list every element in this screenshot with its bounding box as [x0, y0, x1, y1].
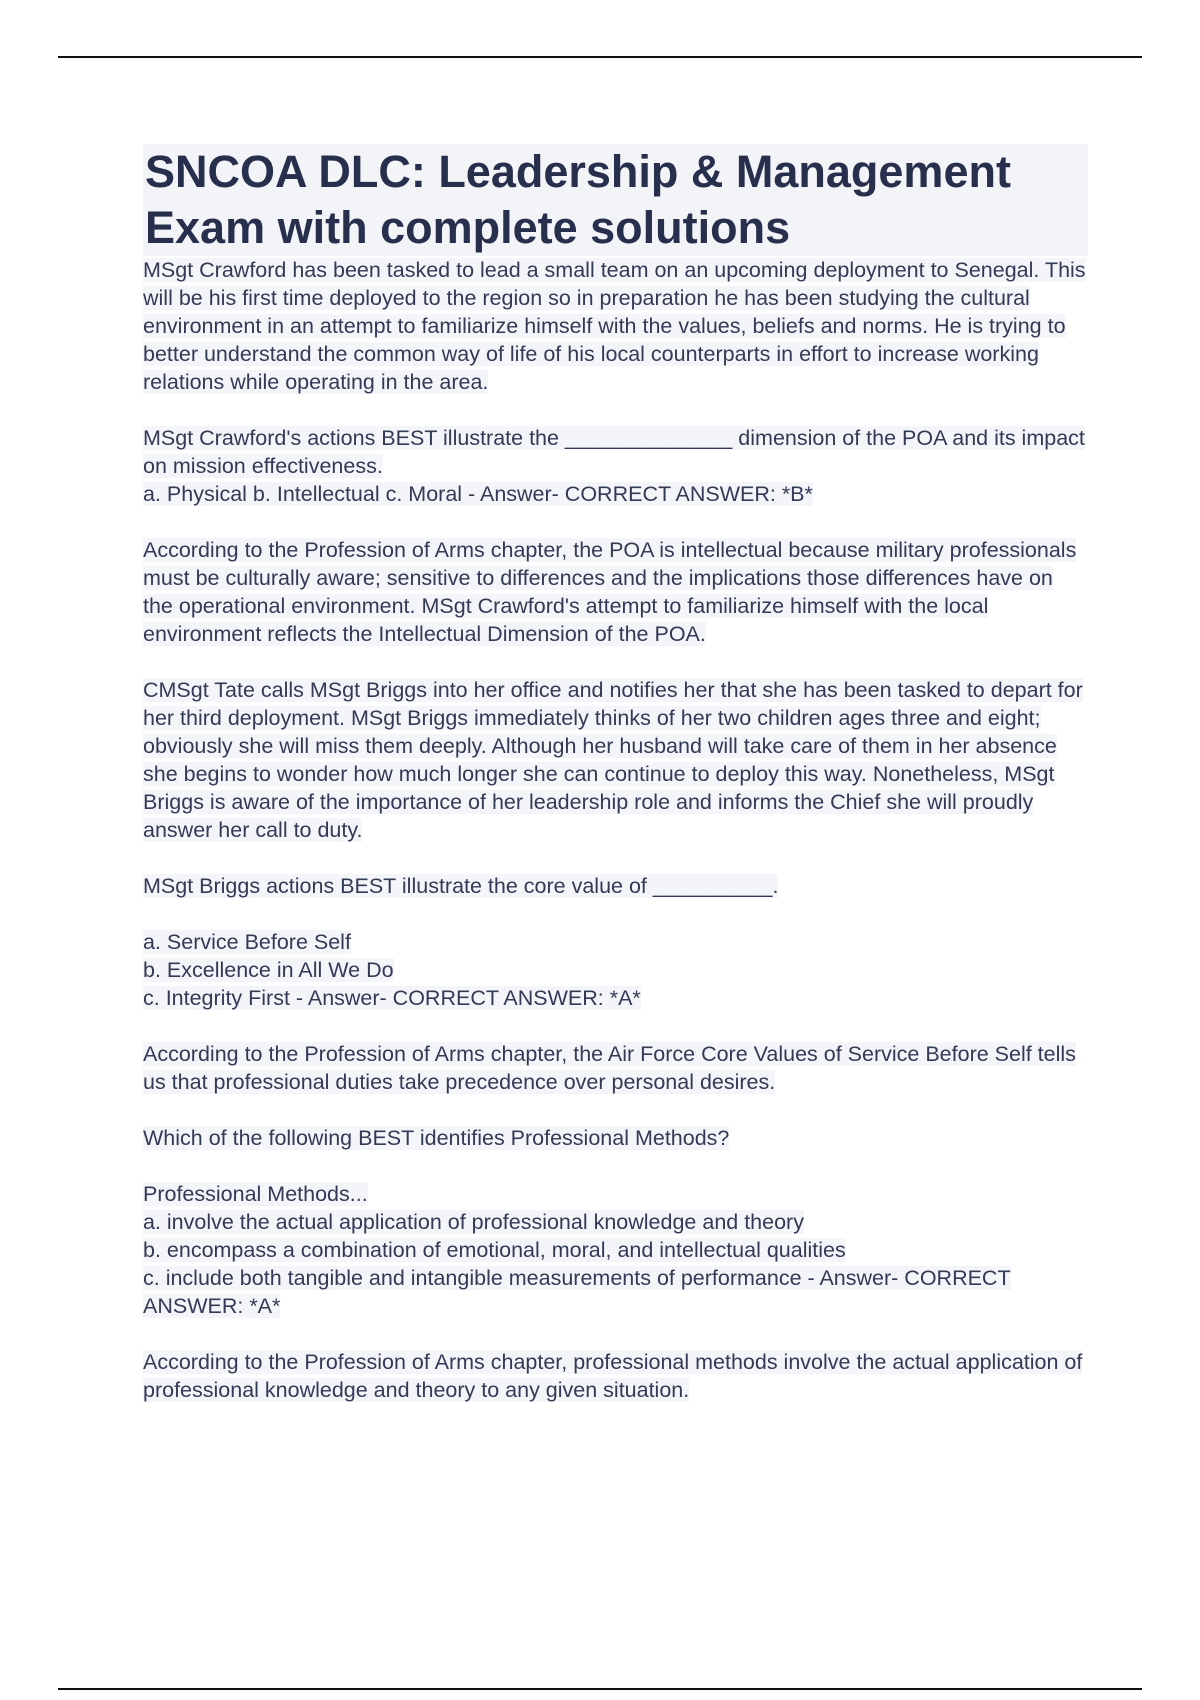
- q1-question: [143, 424, 1088, 480]
- q1-scenario-text: MSgt Crawford has been tasked to lead a small team on an upcoming deployment to Senegal. This will be his first time deployed to the region so in preparation he has been studying the cultural environment in an attempt to familiarize himself with the values, beliefs and norms. He is trying to better understand the common way of life of his local counterparts in effort to increase working relations while operating in the area.: [143, 258, 1086, 394]
- q3-options: [143, 1180, 1088, 1320]
- q3-explanation: [143, 1348, 1088, 1404]
- q1-question-text: MSgt Crawford's actions BEST illustrate the ______________ dimension of the POA and its impact on mission effectiveness.: [143, 426, 1085, 478]
- q2-scenario: [143, 676, 1088, 844]
- q2-question: [143, 872, 1088, 900]
- q3-option-c: c. include both tangible and intangible measurements of performance - Answer- CORRECT ANSWER: *A*: [143, 1266, 1011, 1318]
- q2-option-a: a. Service Before Self: [143, 930, 351, 954]
- document-body: [143, 144, 1088, 1404]
- q3-question: [143, 1124, 1088, 1152]
- footer-rule: [58, 1688, 1142, 1690]
- q1-explanation: [143, 536, 1088, 648]
- q1-options: [143, 480, 1088, 508]
- q3-stem: Professional Methods...: [143, 1182, 368, 1206]
- q2-options: [143, 928, 1088, 1012]
- q1-options-text: a. Physical b. Intellectual c. Moral - Answer- CORRECT ANSWER: *B*: [143, 482, 813, 506]
- q3-explanation-text: According to the Profession of Arms chapter, professional methods involve the actual application of professional knowledge and theory to any given situation.: [143, 1350, 1083, 1402]
- q2-option-b: b. Excellence in All We Do: [143, 958, 394, 982]
- document-title: SNCOA DLC: Leadership & Management Exam with complete solutions: [143, 144, 1088, 256]
- q3-question-text: Which of the following BEST identifies Professional Methods?: [143, 1126, 730, 1150]
- q2-explanation: [143, 1040, 1088, 1096]
- q2-scenario-text: CMSgt Tate calls MSgt Briggs into her office and notifies her that she has been tasked to depart for her third deployment. MSgt Briggs immediately thinks of her two children ages three and eight; obviously she will miss them deeply. Although her husband will take care of them in her absence she begins to wonder how much longer she can continue to deploy this way. Nonetheless, MSgt Briggs is aware of the importance of her leadership role and informs the Chief she will proudly answer her call to duty.: [143, 678, 1083, 842]
- q3-option-a: a. involve the actual application of professional knowledge and theory: [143, 1210, 804, 1234]
- q3-option-b: b. encompass a combination of emotional, moral, and intellectual qualities: [143, 1238, 846, 1262]
- q2-question-text: MSgt Briggs actions BEST illustrate the core value of __________.: [143, 874, 779, 898]
- q2-option-c: c. Integrity First - Answer- CORRECT ANSWER: *A*: [143, 986, 641, 1010]
- q2-explanation-text: According to the Profession of Arms chapter, the Air Force Core Values of Service Before Self tells us that professional duties take precedence over personal desires.: [143, 1042, 1076, 1094]
- header-rule: [58, 56, 1142, 58]
- q1-explanation-text: According to the Profession of Arms chapter, the POA is intellectual because military professionals must be culturally aware; sensitive to differences and the implications those differences have on the operational environment. MSgt Crawford's attempt to familiarize himself with the local environment reflects the Intellectual Dimension of the POA.: [143, 538, 1077, 646]
- q1-scenario: [143, 256, 1088, 396]
